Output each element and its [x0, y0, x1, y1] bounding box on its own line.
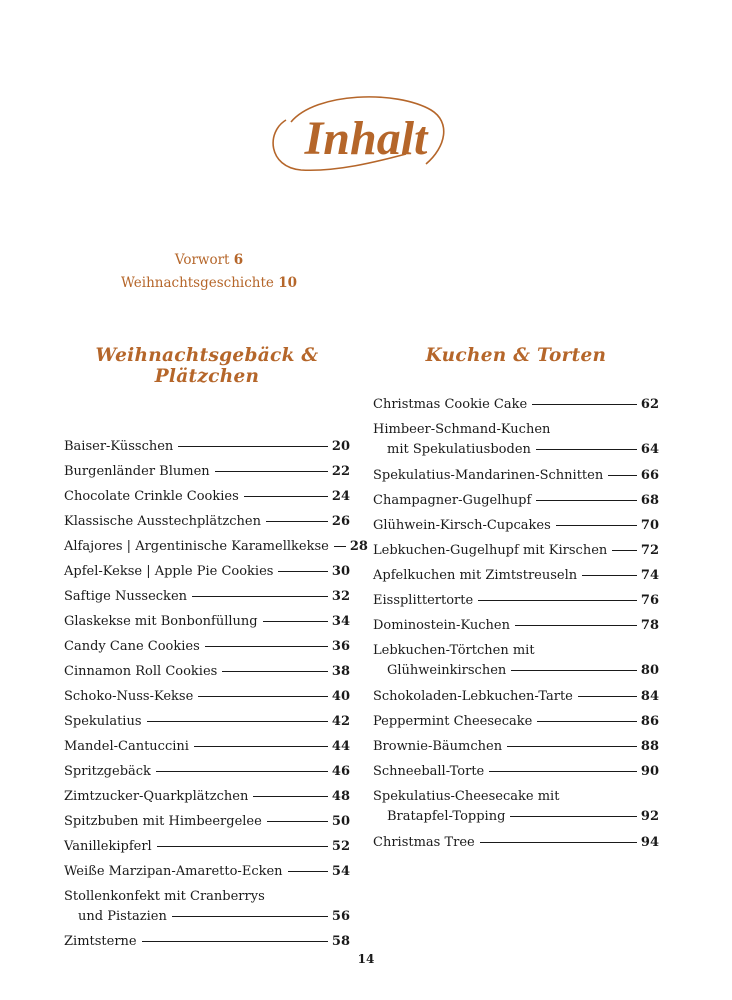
section-heading-line: Kuchen & Torten: [425, 345, 607, 366]
toc-entry-page: 94: [640, 835, 659, 850]
toc-entry: [64, 687, 350, 707]
toc-entry-page: 64: [640, 442, 659, 457]
toc-entry-title: Mandel-Cantuccini: [64, 739, 189, 754]
toc-entry-page: 34: [331, 614, 350, 629]
toc-entry-title: und Pistazien: [78, 909, 167, 924]
toc-entry: [64, 762, 350, 782]
toc-entry-line: [373, 661, 659, 681]
toc-entry: [373, 616, 659, 636]
toc-entry: [64, 512, 350, 532]
toc-entry-line: [373, 737, 659, 757]
leader-line: [288, 871, 328, 872]
intro-label: Weihnachtsgeschichte: [120, 275, 274, 291]
toc-entry: [373, 566, 659, 586]
toc-entry-page: 30: [331, 564, 350, 579]
toc-entry-page: 78: [640, 618, 659, 633]
toc-entry-line: [64, 612, 350, 632]
toc-entry-page: 92: [640, 809, 659, 824]
toc-entry-title: Spekulatius-Cheesecake mit: [373, 789, 560, 804]
toc-entry-line: [373, 541, 659, 561]
leader-line: [507, 746, 637, 747]
toc-entry: [373, 762, 659, 782]
leader-line: [489, 771, 637, 772]
toc-entry-page: 88: [640, 739, 659, 754]
toc-entry-page: 36: [331, 639, 350, 654]
toc-entry: [64, 437, 350, 457]
toc-entry-line: [64, 837, 350, 857]
toc-entry: [64, 712, 350, 732]
toc-entry-line: [64, 887, 350, 907]
toc-entry: [373, 737, 659, 757]
toc-entry: [373, 833, 659, 853]
toc-entry-page: 32: [331, 589, 350, 604]
toc-entry-title: Schokoladen-Lebkuchen-Tarte: [373, 689, 573, 704]
toc-entry-page: 58: [331, 934, 350, 949]
toc-entry: [373, 787, 659, 827]
intro-label: Vorwort: [174, 252, 230, 268]
toc-entry: [373, 420, 659, 460]
toc-entry-title: Baiser-Küsschen: [64, 439, 174, 454]
toc-entry-title: Eissplittertorte: [373, 593, 474, 608]
toc-entry-line: [64, 537, 368, 557]
toc-entry-line: [64, 562, 350, 582]
leader-line: [612, 550, 637, 551]
toc-entry-line: [373, 491, 659, 511]
leader-line: [192, 596, 328, 597]
toc-entry-title: Peppermint Cheesecake: [373, 714, 533, 729]
toc-entry: [373, 712, 659, 732]
title-block: [0, 92, 732, 182]
toc-entry-page: 62: [640, 397, 659, 412]
toc-entry-page: 68: [640, 493, 659, 508]
toc-entry-title: Chocolate Crinkle Cookies: [64, 489, 239, 504]
intro-item-vorwort: [0, 252, 418, 268]
leader-line: [194, 746, 328, 747]
toc-entry-line: [373, 591, 659, 611]
toc-entry-line: [64, 812, 350, 832]
toc-entry: [64, 637, 350, 657]
leader-line: [205, 646, 328, 647]
toc-entry: [373, 395, 659, 415]
intro-page: 10: [278, 275, 298, 291]
toc-entry-title: Spekulatius: [64, 714, 142, 729]
toc-entry-page: 50: [331, 814, 350, 829]
toc-entry-title: Stollenkonfekt mit Cranberrys: [64, 889, 265, 904]
page-number: 14: [357, 952, 375, 966]
leader-line: [253, 796, 328, 797]
toc-entry-page: 22: [331, 464, 350, 479]
leader-line: [608, 475, 637, 476]
toc-entry-page: 72: [640, 543, 659, 558]
leader-line: [222, 671, 328, 672]
section-heading-line: Plätzchen: [154, 366, 260, 387]
leader-line: [578, 696, 637, 697]
toc-entry-line: [373, 420, 659, 440]
leader-line: [142, 941, 328, 942]
leader-line: [263, 621, 328, 622]
toc-entry-line: [64, 712, 350, 732]
toc-entry-title: Burgenländer Blumen: [64, 464, 210, 479]
toc-entry-line: [373, 616, 659, 636]
toc-entry-title: Apfel-Kekse | Apple Pie Cookies: [64, 564, 274, 579]
toc-entry-title: Glühwein-Kirsch-Cupcakes: [373, 518, 551, 533]
toc-entry-page: 24: [331, 489, 350, 504]
toc-entry-title: Candy Cane Cookies: [64, 639, 200, 654]
toc-entry-line: [64, 787, 350, 807]
section-heading-gebaeck: [64, 345, 350, 387]
toc-entry-line: [64, 637, 350, 657]
leader-line: [266, 521, 328, 522]
toc-entry: [373, 491, 659, 511]
toc-entry-page: 42: [331, 714, 350, 729]
toc-entry-title: Lebkuchen-Gugelhupf mit Kirschen: [373, 543, 608, 558]
toc-entry-title: Glaskekse mit Bonbonfüllung: [64, 614, 258, 629]
leader-line: [515, 625, 637, 626]
leader-line: [556, 525, 637, 526]
toc-entry: [64, 812, 350, 832]
toc-entry-page: 56: [331, 909, 350, 924]
toc-entry-title: Schneeball-Torte: [373, 764, 485, 779]
leader-line: [582, 575, 637, 576]
toc-entry-title: Lebkuchen-Törtchen mit: [373, 643, 535, 658]
toc-entry-line: [373, 440, 659, 460]
leader-line: [178, 446, 328, 447]
toc-entry-title: Himbeer-Schmand-Kuchen: [373, 422, 551, 437]
toc-entry-title: Zimtzucker-Quarkplätzchen: [64, 789, 249, 804]
leader-line: [536, 500, 637, 501]
toc-entry-line: [64, 932, 350, 952]
leader-line: [198, 696, 328, 697]
toc-entry: [373, 541, 659, 561]
toc-entry-page: 66: [640, 468, 659, 483]
toc-entry: [64, 887, 350, 927]
page-title: Inhalt: [304, 112, 428, 165]
section-heading-line: Weihnachtsgebäck &: [95, 345, 319, 366]
toc-entry-line: [64, 762, 350, 782]
toc-entry-title: mit Spekulatiusboden: [387, 442, 531, 457]
toc-entry-page: 74: [640, 568, 659, 583]
leader-line: [537, 721, 637, 722]
toc-entry-page: 54: [331, 864, 350, 879]
toc-entry-title: Spekulatius-Mandarinen-Schnitten: [373, 468, 604, 483]
toc-entry-page: 20: [331, 439, 350, 454]
toc-entry: [64, 462, 350, 482]
toc-entry-line: [373, 466, 659, 486]
toc-entry-line: [64, 662, 350, 682]
toc-entry-line: [373, 833, 659, 853]
toc-entry-line: [373, 516, 659, 536]
toc-entry-title: Brownie-Bäumchen: [373, 739, 503, 754]
leader-line: [244, 496, 328, 497]
toc-entry-line: [64, 512, 350, 532]
toc-entry-line: [373, 807, 659, 827]
toc-entry: [64, 862, 350, 882]
toc-entry: [373, 687, 659, 707]
toc-entry: [64, 537, 368, 557]
toc-entry-page: 52: [331, 839, 350, 854]
toc-entry-title: Bratapfel-Topping: [387, 809, 506, 824]
leader-line: [157, 846, 328, 847]
toc-entry-title: Saftige Nussecken: [64, 589, 188, 604]
toc-entry: [64, 562, 350, 582]
toc-entry-title: Dominostein-Kuchen: [373, 618, 510, 633]
toc-entry-line: [64, 587, 350, 607]
toc-entry-line: [373, 762, 659, 782]
toc-entry: [64, 837, 350, 857]
toc-column-right: [373, 345, 659, 850]
toc-entry: [373, 641, 659, 681]
toc-entry-page: 28: [349, 539, 368, 554]
toc-entry-page: 84: [640, 689, 659, 704]
title-ornament: [256, 92, 476, 182]
toc-entry-line: [64, 437, 350, 457]
leader-line: [267, 821, 328, 822]
toc-entry-line: [64, 462, 350, 482]
section-heading-kuchen: [373, 345, 659, 366]
toc-entry-page: 26: [331, 514, 350, 529]
toc-column-left: [64, 345, 368, 949]
toc-entry-title: Spitzbuben mit Himbeergelee: [64, 814, 262, 829]
leader-line: [510, 816, 637, 817]
leader-line: [334, 546, 346, 547]
leader-line: [278, 571, 327, 572]
toc-entry-line: [64, 862, 350, 882]
toc-entry-title: Weiße Marzipan-Amaretto-Ecken: [64, 864, 283, 879]
toc-entry-title: Alfajores | Argentinische Karamellkekse: [64, 539, 329, 554]
toc-entry-title: Spritzgebäck: [64, 764, 151, 779]
toc-entry-title: Cinnamon Roll Cookies: [64, 664, 218, 679]
leader-line: [536, 449, 637, 450]
toc-entry-title: Champagner-Gugelhupf: [373, 493, 532, 508]
toc-entry: [373, 466, 659, 486]
leader-line: [147, 721, 328, 722]
leader-line: [156, 771, 328, 772]
toc-entry: [373, 591, 659, 611]
toc-entry-line: [373, 712, 659, 732]
toc-entry: [64, 587, 350, 607]
toc-entry: [64, 787, 350, 807]
toc-entry-page: 46: [331, 764, 350, 779]
toc-entry-page: 70: [640, 518, 659, 533]
toc-entry: [64, 737, 350, 757]
toc-entry-page: 86: [640, 714, 659, 729]
toc-entry-page: 80: [640, 663, 659, 678]
toc-entry-line: [64, 737, 350, 757]
leader-line: [215, 471, 328, 472]
toc-entry: [64, 487, 350, 507]
toc-entry-title: Glühweinkirschen: [387, 663, 507, 678]
toc-entry-line: [64, 907, 350, 927]
toc-entry: [64, 612, 350, 632]
toc-entry-line: [373, 566, 659, 586]
toc-entry-page: 40: [331, 689, 350, 704]
toc-entry-line: [64, 687, 350, 707]
toc-entry-title: Vanillekipferl: [64, 839, 152, 854]
toc-entry-page: 44: [331, 739, 350, 754]
toc-entry-title: Schoko-Nuss-Kekse: [64, 689, 194, 704]
leader-line: [172, 916, 328, 917]
toc-entry: [64, 662, 350, 682]
toc-entry-title: Zimtsterne: [64, 934, 137, 949]
toc-entry-page: 76: [640, 593, 659, 608]
toc-entry-line: [373, 787, 659, 807]
toc-entry-line: [373, 687, 659, 707]
toc-entry-line: [373, 395, 659, 415]
intro-page: 6: [233, 252, 244, 268]
intro-item-geschichte: [0, 275, 418, 291]
leader-line: [478, 600, 637, 601]
toc-entry-title: Apfelkuchen mit Zimtstreuseln: [373, 568, 578, 583]
toc-entry: [64, 932, 350, 952]
leader-line: [480, 842, 637, 843]
toc-entry-line: [64, 487, 350, 507]
leader-line: [532, 404, 637, 405]
toc-entry-title: Christmas Tree: [373, 835, 475, 850]
toc-entry-page: 48: [331, 789, 350, 804]
toc-entry-line: [373, 641, 659, 661]
toc-entry: [373, 516, 659, 536]
leader-line: [511, 670, 637, 671]
toc-entry-title: Christmas Cookie Cake: [373, 397, 528, 412]
toc-entry-page: 90: [640, 764, 659, 779]
toc-entry-page: 38: [331, 664, 350, 679]
toc-entry-title: Klassische Ausstechplätzchen: [64, 514, 261, 529]
